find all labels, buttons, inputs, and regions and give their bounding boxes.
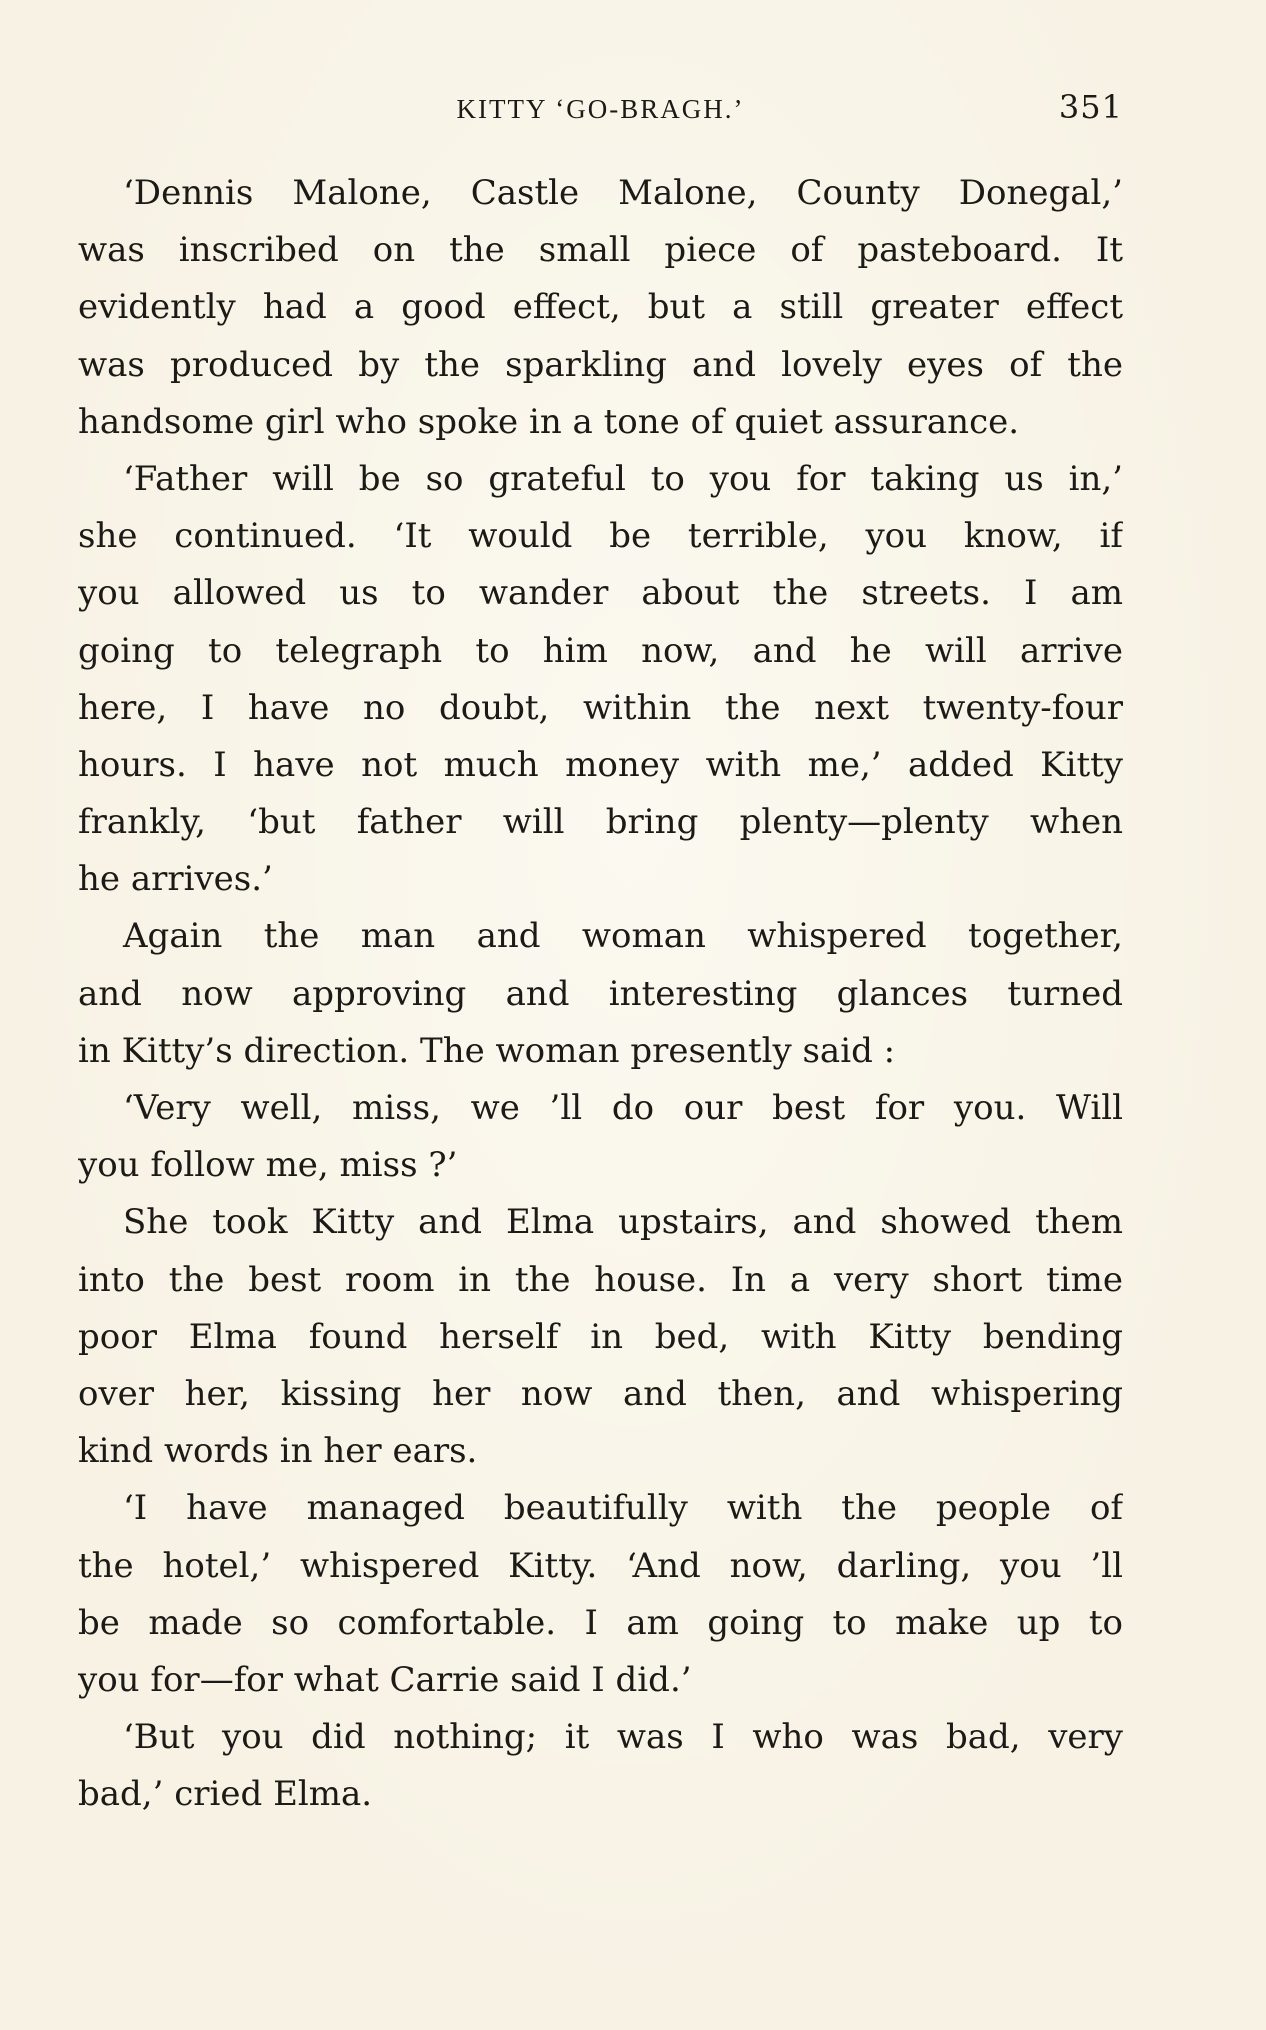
running-header (78, 84, 1123, 136)
running-title: KITTY ‘GO-BRAGH.’ (456, 94, 745, 124)
text-line: frankly, ‘but father will bring plenty—plenty when (78, 802, 1123, 843)
text-line: hours. I have not much money with me,’ added Kitty (78, 744, 1123, 785)
text-line: ‘But you did nothing; it was I who was bad, very (123, 1717, 1123, 1758)
text-line: ‘Father will be so grateful to you for taking us in,’ (123, 458, 1123, 499)
text-line: handsome girl who spoke in a tone of quiet assurance. (78, 401, 1020, 442)
text-line: here, I have no doubt, within the next twenty-four (78, 687, 1123, 728)
body-text (78, 165, 1123, 1823)
text-line: in Kitty’s direction. The woman presently said : (78, 1030, 896, 1071)
text-line: was inscribed on the small piece of pasteboard. It (78, 230, 1123, 271)
text-line: evidently had a good effect, but a still greater effect (78, 287, 1123, 328)
text-line: you allowed us to wander about the streets. I am (78, 573, 1123, 614)
text-line: you for—for what Carrie said I did.’ (78, 1659, 692, 1700)
page-number: 351 (1058, 88, 1123, 126)
text-line: into the best room in the house. In a very short time (78, 1259, 1123, 1300)
text-line: she continued. ‘It would be terrible, you know, if (78, 516, 1123, 557)
text-line: the hotel,’ whispered Kitty. ‘And now, darling, you ’ll (78, 1545, 1123, 1586)
text-line: ‘Very well, miss, we ’ll do our best for you. Will (123, 1088, 1123, 1128)
text-line: poor Elma found herself in bed, with Kitty bending (78, 1316, 1123, 1357)
text-line: Again the man and woman whispered together, (123, 916, 1123, 957)
text-line: be made so comfortable. I am going to make up to (78, 1602, 1123, 1643)
text-line: over her, kissing her now and then, and whispering (78, 1373, 1123, 1414)
text-line: ‘I have managed beautifully with the people of (123, 1488, 1123, 1529)
text-line: She took Kitty and Elma upstairs, and showed them (123, 1202, 1123, 1243)
text-line: and now approving and interesting glances turned (78, 973, 1123, 1014)
text-line: kind words in her ears. (78, 1431, 478, 1472)
text-line: was produced by the sparkling and lovely eyes of the (78, 344, 1123, 385)
text-line: you follow me, miss ?’ (78, 1145, 458, 1186)
text-line: going to telegraph to him now, and he will arrive (78, 630, 1123, 671)
text-line: ‘Dennis Malone, Castle Malone, County Donegal,’ (123, 173, 1123, 213)
text-line: he arrives.’ (78, 859, 273, 900)
text-line: bad,’ cried Elma. (78, 1774, 373, 1815)
